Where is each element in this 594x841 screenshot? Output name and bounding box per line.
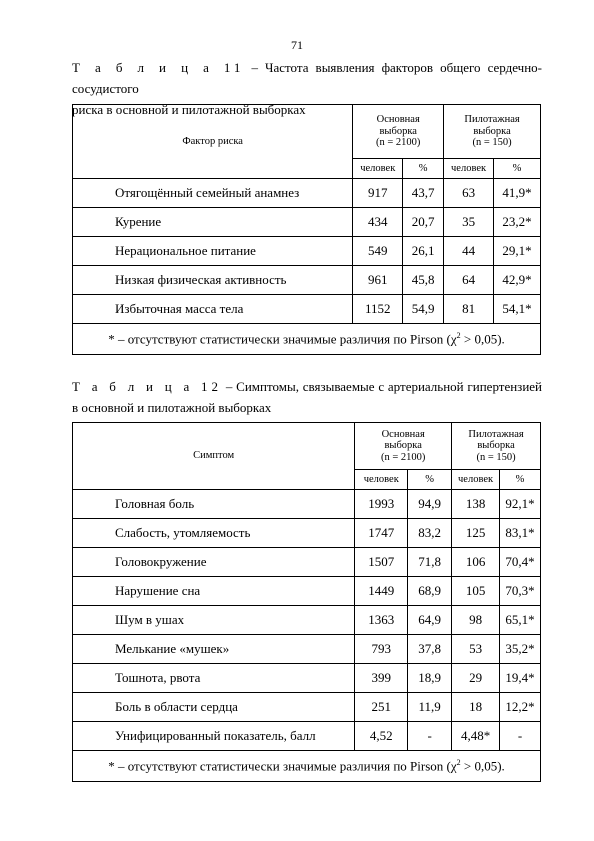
footnote-superscript: 2: [456, 330, 461, 340]
table-row: [73, 606, 541, 635]
main-percent: 45,8: [403, 266, 444, 295]
main-count: 434: [353, 208, 403, 237]
main-percent: 68,9: [408, 577, 452, 606]
main-count: 251: [355, 693, 408, 722]
subheader-cell: %: [403, 159, 444, 179]
pilot-percent: 92,1*: [500, 490, 541, 519]
table-row: [73, 577, 541, 606]
pilot-count: 106: [452, 548, 500, 577]
table-11-header-factor: Фактор риска: [73, 105, 353, 179]
header-line: (n = 2100): [376, 137, 421, 149]
main-percent: 43,7: [403, 179, 444, 208]
pilot-count: 105: [452, 577, 500, 606]
header-line: Основная: [376, 114, 420, 126]
main-count: 1993: [355, 490, 408, 519]
row-name: Нарушение сна: [73, 577, 355, 606]
table-12-header-pilot: [452, 423, 541, 470]
pilot-count: 64: [444, 266, 494, 295]
main-percent: 54,9: [403, 295, 444, 324]
table-11-header-pilot: [444, 105, 541, 159]
row-name: Курение: [73, 208, 353, 237]
page-number: 71: [291, 38, 303, 52]
pilot-count: 98: [452, 606, 500, 635]
row-name: Нерациональное питание: [73, 237, 353, 266]
row-name: Низкая физическая активность: [73, 266, 353, 295]
header-line: (n = 150): [476, 451, 516, 463]
footnote-superscript: 2: [456, 757, 461, 767]
pilot-count: 138: [452, 490, 500, 519]
table-11-caption-line1: [72, 57, 542, 99]
table-row: [73, 722, 541, 751]
main-percent: 71,8: [408, 548, 452, 577]
header-line: выборка: [473, 125, 511, 137]
table-12-footnote-row: [73, 751, 541, 782]
header-line: выборка: [384, 440, 422, 452]
table-row: [73, 548, 541, 577]
header-line: (n = 150): [472, 137, 512, 149]
main-percent: 20,7: [403, 208, 444, 237]
table-12-title: – Симптомы, связываемые с артериальной гипертензией: [225, 379, 543, 394]
main-percent: 64,9: [408, 606, 452, 635]
main-count: 1152: [353, 295, 403, 324]
pilot-percent: 41,9*: [494, 179, 541, 208]
table-11-header-row: [73, 105, 541, 159]
row-name: Унифицированный показатель, балл: [73, 722, 355, 751]
main-count: 961: [353, 266, 403, 295]
table-11-header-main: [353, 105, 444, 159]
subheader-cell: %: [494, 159, 541, 179]
row-name: Слабость, утомляемость: [73, 519, 355, 548]
pilot-count: 18: [452, 693, 500, 722]
header-line: выборка: [379, 125, 417, 137]
pilot-percent: -: [500, 722, 541, 751]
table-row: [73, 179, 541, 208]
table-row: [73, 519, 541, 548]
pilot-percent: 19,4*: [500, 664, 541, 693]
main-percent: 26,1: [403, 237, 444, 266]
table-12: [72, 422, 541, 782]
row-name: Отягощённый семейный анамнез: [73, 179, 353, 208]
pilot-count: 63: [444, 179, 494, 208]
table-row: [73, 295, 541, 324]
header-line: (n = 2100): [380, 451, 426, 463]
table-12-caption-line2: в основной и пилотажной выборках: [72, 400, 272, 415]
pilot-percent: 35,2*: [500, 635, 541, 664]
pilot-percent: 83,1*: [500, 519, 541, 548]
pilot-percent: 29,1*: [494, 237, 541, 266]
row-name: Тошнота, рвота: [73, 664, 355, 693]
footnote-text: * – отсутствуют статистически значимые различия по Pirson (χ: [108, 331, 457, 347]
subheader-cell: %: [500, 470, 541, 490]
table-11-footnote: [73, 324, 541, 355]
row-name: Головокружение: [73, 548, 355, 577]
table-11: [72, 104, 541, 355]
pilot-count: 35: [444, 208, 494, 237]
main-count: 399: [355, 664, 408, 693]
row-name: Головная боль: [73, 490, 355, 519]
pilot-percent: 42,9*: [494, 266, 541, 295]
header-line: Пилотажная: [468, 428, 524, 440]
table-row: [73, 208, 541, 237]
main-count: 793: [355, 635, 408, 664]
footnote-text-end: > 0,05).: [460, 331, 505, 347]
table-12-header-main: [355, 423, 452, 470]
table-12-label: Т а б л и ц а 12: [72, 379, 223, 394]
main-percent: 11,9: [408, 693, 452, 722]
pilot-count: 4,48*: [452, 722, 500, 751]
pilot-percent: 23,2*: [494, 208, 541, 237]
main-count: 549: [353, 237, 403, 266]
pilot-percent: 12,2*: [500, 693, 541, 722]
footnote-text-end: > 0,05).: [460, 758, 505, 774]
table-11-title: – Частота выявления факторов общего сердечно-сосудистого: [72, 60, 543, 96]
main-count: 1363: [355, 606, 408, 635]
table-11-label: Т а б л и ц а 11: [72, 60, 245, 75]
pilot-percent: 70,4*: [500, 548, 541, 577]
header-line: выборка: [477, 440, 515, 452]
header-line: Основная: [381, 428, 425, 440]
pilot-count: 44: [444, 237, 494, 266]
footnote-text: * – отсутствуют статистически значимые различия по Pirson (χ: [108, 758, 457, 774]
main-percent: 18,9: [408, 664, 452, 693]
main-percent: 37,8: [408, 635, 452, 664]
subheader-cell: человек: [353, 159, 403, 179]
row-name: Мелькание «мушек»: [73, 635, 355, 664]
table-row: [73, 237, 541, 266]
pilot-percent: 65,1*: [500, 606, 541, 635]
table-row: [73, 693, 541, 722]
main-count: 1507: [355, 548, 408, 577]
pilot-percent: 54,1*: [494, 295, 541, 324]
subheader-cell: человек: [444, 159, 494, 179]
main-count: 1747: [355, 519, 408, 548]
table-12-caption: [72, 376, 542, 418]
main-percent: 83,2: [408, 519, 452, 548]
subheader-cell: человек: [355, 470, 408, 490]
table-12-header-symptom: Симптом: [73, 423, 355, 490]
table-11-caption-line2: риска в основной и пилотажной выборках: [72, 102, 306, 117]
table-12-caption-line1: [72, 376, 542, 397]
table-12-header-row: [73, 423, 541, 470]
subheader-cell: %: [408, 470, 452, 490]
table-row: [73, 635, 541, 664]
main-percent: 94,9: [408, 490, 452, 519]
main-count: 4,52: [355, 722, 408, 751]
pilot-percent: 70,3*: [500, 577, 541, 606]
subheader-cell: человек: [452, 470, 500, 490]
table-row: [73, 266, 541, 295]
row-name: Боль в области сердца: [73, 693, 355, 722]
main-count: 917: [353, 179, 403, 208]
table-11-footnote-row: [73, 324, 541, 355]
table-row: [73, 664, 541, 693]
pilot-count: 29: [452, 664, 500, 693]
main-count: 1449: [355, 577, 408, 606]
header-line: Пилотажная: [464, 114, 520, 126]
main-percent: -: [408, 722, 452, 751]
row-name: Шум в ушах: [73, 606, 355, 635]
pilot-count: 81: [444, 295, 494, 324]
row-name: Избыточная масса тела: [73, 295, 353, 324]
table-row: [73, 490, 541, 519]
pilot-count: 125: [452, 519, 500, 548]
pilot-count: 53: [452, 635, 500, 664]
table-12-footnote: [73, 751, 541, 782]
